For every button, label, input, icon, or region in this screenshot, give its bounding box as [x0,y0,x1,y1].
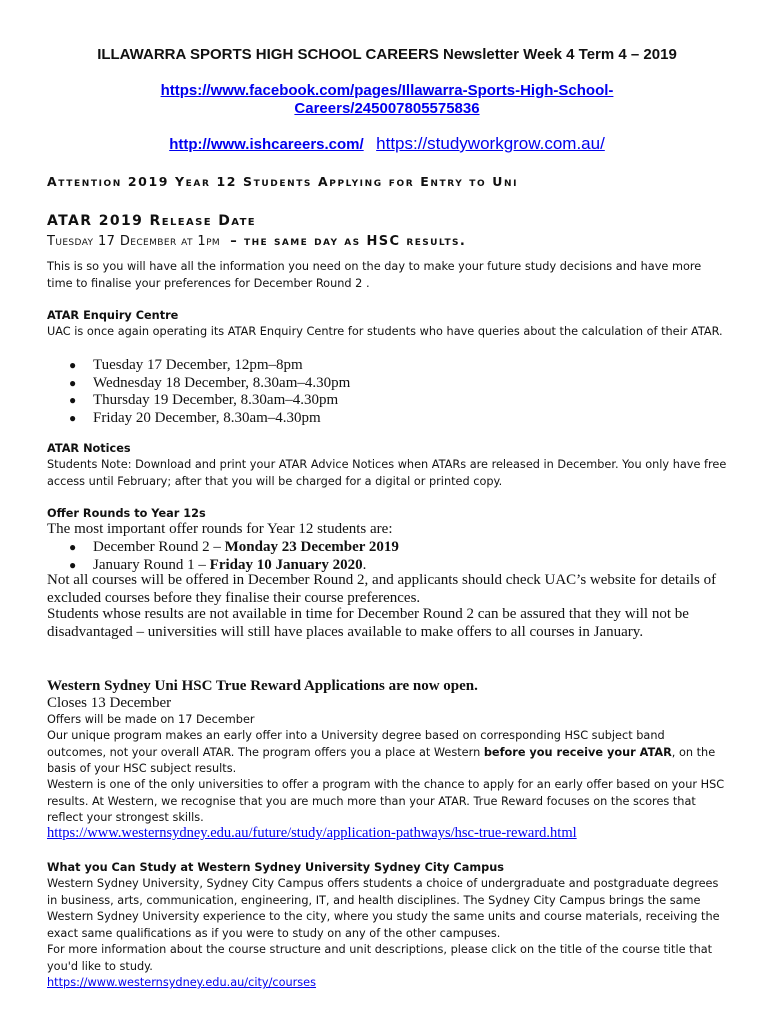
city-heading: What you Can Study at Western Sydney University Sydney City Campus [47,861,504,874]
facebook-link[interactable] [47,82,727,118]
offers-heading: Offer Rounds to Year 12s [47,507,206,520]
wsu-offers-date: Offers will be made on 17 December [47,713,255,726]
bullet-icon: ● [69,358,77,372]
city-link[interactable]: https://www.westernsydney.edu.au/city/courses [47,976,317,989]
wsu-link[interactable]: https://www.westernsydney.edu.au/future/study/application-pathways/hsc-true-reward.html [47,825,577,841]
list-item: ● Wednesday 18 December, 8.30am–4.30pm [69,374,351,391]
city-paragraph-2: For more information about the course structure and unit descriptions, please click on the title of the course title that you'd like to study. [47,943,713,973]
studyworkgrow-link[interactable]: https://studyworkgrow.com.au/ [376,134,605,153]
bullet-icon: ● [69,393,77,407]
attention-heading: Attention 2019 Year 12 Students Applying for Entry to Uni [47,174,519,189]
ishcareers-link[interactable]: http://www.ishcareers.com/ [169,136,364,153]
wsu-paragraph-1: Our unique program makes an early offer into a University degree based on corresponding HSC subject band outcomes, not your overall ATAR. The program offers you a place at Western before you receive your ATAR, on the basis of your HSC subject results. [47,729,716,775]
offer-rounds-list [47,539,727,574]
wsu-paragraph-2: Western is one of the only universities to offer a program with the chance to apply for an early offer based on your HSC results. At Western, we recognise that you are much more than your ATAR. True Reward focuses on the scores that reflect your strongest skills. [47,778,725,824]
city-paragraph-1: Western Sydney University, Sydney City Campus offers students a choice of undergraduate and postgraduate degrees in business, arts, communication, engineering, IT, and health disciplines. The Sydney City Campus brings the same Western Sydney University experience to the city, where you study the same units and course materials, receiving the exact same qualifications as if you were to study on any of the other campuses. [47,877,720,940]
offers-paragraph-1: Not all courses will be offered in December Round 2, and applicants should check UAC’s website for details of excluded courses before they finalise their course preferences. [47,572,717,606]
wsu-heading: Western Sydney Uni HSC True Reward Applications are now open. [47,678,478,694]
bullet-icon: ● [69,410,77,425]
notices-body: Students Note: Download and print your ATAR Advice Notices when ATARs are released in December. You only have free access until February; after that you will be charged for a digital or printed copy. [47,458,727,488]
bullet-icon: ● [69,375,77,390]
offers-intro: The most important offer rounds for Year 12 students are: [47,521,393,537]
enquiry-times-list [47,357,727,427]
atar-release-heading: ATAR 2019 Release Date [47,213,257,229]
page-title: ILLAWARRA SPORTS HIGH SCHOOL CAREERS Newsletter Week 4 Term 4 – 2019 [97,46,677,63]
facebook-link-line1[interactable]: https://www.facebook.com/pages/Illawarra-Sports-High-School- [160,82,614,99]
facebook-link-line2[interactable]: Careers/245007805575836 [294,100,480,117]
list-item: ● Tuesday 17 December, 12pm–8pm [69,357,303,373]
list-item: ● Friday 20 December, 8.30am–4.30pm [69,409,321,426]
offers-paragraph-2: Students whose results are not available in time for December Round 2 can be assured that they will not be disadvantaged – universities will still have places available to make offers to all courses in January. [47,606,689,640]
notices-heading: ATAR Notices [47,442,131,455]
list-item: ● December Round 2 – Monday 23 December 2019 [69,539,399,555]
list-item: ● Thursday 19 December, 8.30am–4.30pm [69,392,339,408]
website-links [47,134,727,154]
atar-release-body: This is so you will have all the information you need on the day to make your future study decisions and have more time to finalise your preferences for December Round 2 . [47,260,702,290]
atar-release-date: Tuesday 17 December at 1pm – the same day as HSC results. [47,234,467,249]
enquiry-heading: ATAR Enquiry Centre [47,309,179,322]
wsu-closes: Closes 13 December [47,695,172,711]
bullet-icon: ● [69,540,77,554]
enquiry-body: UAC is once again operating its ATAR Enquiry Centre for students who have queries about the calculation of their ATAR. [47,325,723,338]
bullet-icon: ● [69,557,77,572]
list-item: ● January Round 1 – Friday 10 January 2020. [69,556,367,573]
